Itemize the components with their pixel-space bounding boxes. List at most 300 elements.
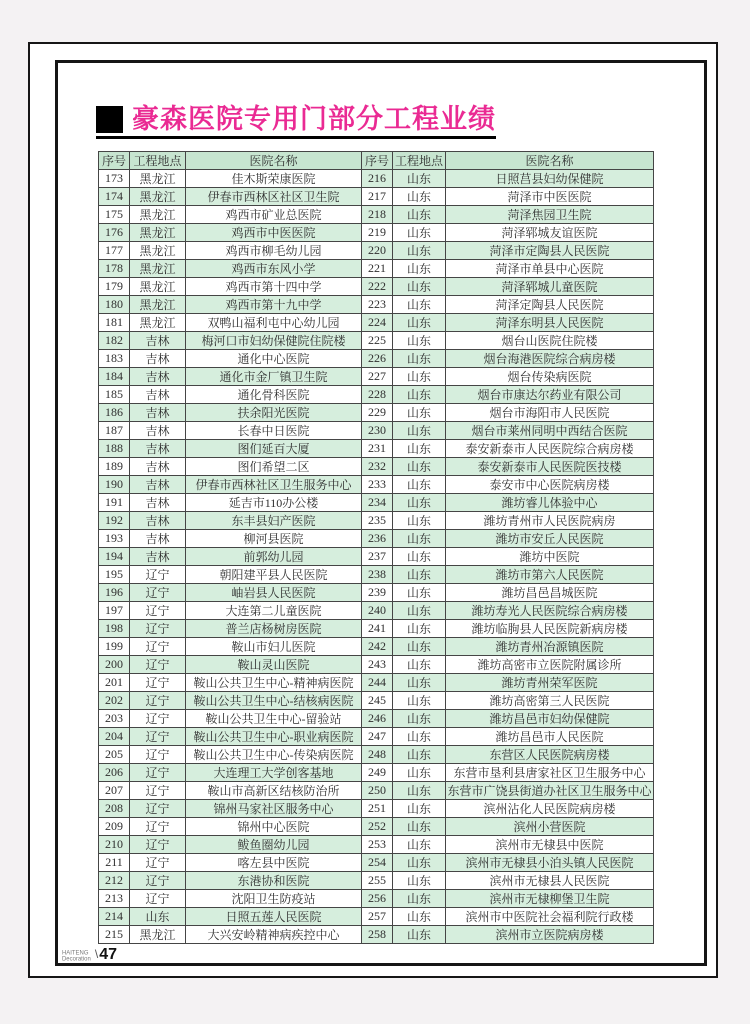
cell-location: 黑龙江 bbox=[130, 296, 186, 314]
cell-hospital: 滨州市无棣县人民医院 bbox=[446, 872, 654, 890]
cell-hospital: 潍坊睿儿体验中心 bbox=[446, 494, 654, 512]
table-row bbox=[99, 170, 654, 188]
brand-line1: HAITENG bbox=[62, 950, 89, 957]
cell-no: 218 bbox=[362, 206, 393, 224]
cell-hospital: 菏泽市定陶县人民医院 bbox=[446, 242, 654, 260]
cell-hospital: 菏泽郓城友谊医院 bbox=[446, 224, 654, 242]
cell-no: 186 bbox=[99, 404, 130, 422]
brand-line2: Decoration bbox=[62, 956, 91, 962]
cell-hospital: 东营市垦利县唐家社区卫生服务中心 bbox=[446, 764, 654, 782]
cell-hospital: 锦州中心医院 bbox=[186, 818, 362, 836]
cell-hospital: 长春中日医院 bbox=[186, 422, 362, 440]
cell-no: 254 bbox=[362, 854, 393, 872]
header-hospital-right: 医院名称 bbox=[446, 152, 654, 170]
cell-no: 175 bbox=[99, 206, 130, 224]
cell-location: 辽宁 bbox=[130, 782, 186, 800]
cell-no: 253 bbox=[362, 836, 393, 854]
cell-hospital: 滨州市立医院病房楼 bbox=[446, 926, 654, 944]
cell-location: 山东 bbox=[393, 422, 446, 440]
cell-no: 204 bbox=[99, 728, 130, 746]
table-row bbox=[99, 476, 654, 494]
cell-no: 221 bbox=[362, 260, 393, 278]
table-row bbox=[99, 512, 654, 530]
cell-location: 辽宁 bbox=[130, 836, 186, 854]
cell-location: 山东 bbox=[393, 314, 446, 332]
cell-location: 黑龙江 bbox=[130, 314, 186, 332]
cell-location: 山东 bbox=[393, 188, 446, 206]
cell-location: 山东 bbox=[393, 926, 446, 944]
title-block bbox=[96, 105, 496, 139]
table-row bbox=[99, 638, 654, 656]
table-row bbox=[99, 710, 654, 728]
cell-hospital: 锦州马家社区服务中心 bbox=[186, 800, 362, 818]
cell-no: 174 bbox=[99, 188, 130, 206]
table-row bbox=[99, 746, 654, 764]
cell-hospital: 泰安新泰市人民医院医技楼 bbox=[446, 458, 654, 476]
table-row bbox=[99, 224, 654, 242]
cell-no: 228 bbox=[362, 386, 393, 404]
cell-hospital: 东营区人民医院病房楼 bbox=[446, 746, 654, 764]
cell-hospital: 鞍山公共卫生中心-职业病医院 bbox=[186, 728, 362, 746]
table-row bbox=[99, 260, 654, 278]
cell-hospital: 鸡西市东风小学 bbox=[186, 260, 362, 278]
cell-location: 黑龙江 bbox=[130, 926, 186, 944]
cell-no: 257 bbox=[362, 908, 393, 926]
cell-location: 山东 bbox=[393, 584, 446, 602]
cell-location: 山东 bbox=[393, 854, 446, 872]
page-number: 47 bbox=[99, 946, 117, 963]
cell-location: 山东 bbox=[393, 458, 446, 476]
cell-no: 179 bbox=[99, 278, 130, 296]
title-bullet-square bbox=[96, 106, 123, 133]
cell-location: 山东 bbox=[393, 440, 446, 458]
cell-no: 249 bbox=[362, 764, 393, 782]
cell-location: 山东 bbox=[393, 728, 446, 746]
cell-no: 180 bbox=[99, 296, 130, 314]
table-row bbox=[99, 566, 654, 584]
cell-no: 219 bbox=[362, 224, 393, 242]
cell-hospital: 鸡西市中医医院 bbox=[186, 224, 362, 242]
cell-no: 173 bbox=[99, 170, 130, 188]
cell-location: 辽宁 bbox=[130, 746, 186, 764]
cell-no: 244 bbox=[362, 674, 393, 692]
cell-hospital: 滨州沾化人民医院病房楼 bbox=[446, 800, 654, 818]
cell-location: 山东 bbox=[393, 764, 446, 782]
cell-hospital: 岫岩县人民医院 bbox=[186, 584, 362, 602]
cell-hospital: 普兰店杨树房医院 bbox=[186, 620, 362, 638]
cell-location: 山东 bbox=[393, 800, 446, 818]
cell-no: 178 bbox=[99, 260, 130, 278]
table-row bbox=[99, 584, 654, 602]
cell-location: 山东 bbox=[393, 782, 446, 800]
cell-hospital: 潍坊昌邑市人民医院 bbox=[446, 728, 654, 746]
table-row bbox=[99, 422, 654, 440]
cell-hospital: 烟台传染病医院 bbox=[446, 368, 654, 386]
cell-no: 229 bbox=[362, 404, 393, 422]
cell-hospital: 东丰县妇产医院 bbox=[186, 512, 362, 530]
cell-location: 山东 bbox=[393, 818, 446, 836]
cell-location: 辽宁 bbox=[130, 800, 186, 818]
cell-hospital: 日照五莲人民医院 bbox=[186, 908, 362, 926]
table-row bbox=[99, 692, 654, 710]
cell-no: 232 bbox=[362, 458, 393, 476]
cell-no: 225 bbox=[362, 332, 393, 350]
cell-no: 231 bbox=[362, 440, 393, 458]
header-no-left: 序号 bbox=[99, 152, 130, 170]
cell-hospital: 鞍山灵山医院 bbox=[186, 656, 362, 674]
cell-location: 山东 bbox=[130, 908, 186, 926]
cell-hospital: 潍坊昌邑市妇幼保健院 bbox=[446, 710, 654, 728]
table-row bbox=[99, 800, 654, 818]
table-row bbox=[99, 206, 654, 224]
table-row bbox=[99, 296, 654, 314]
cell-hospital: 柳河县医院 bbox=[186, 530, 362, 548]
cell-hospital: 东港协和医院 bbox=[186, 872, 362, 890]
cell-no: 189 bbox=[99, 458, 130, 476]
cell-no: 187 bbox=[99, 422, 130, 440]
cell-hospital: 大连理工大学创客基地 bbox=[186, 764, 362, 782]
cell-location: 山东 bbox=[393, 296, 446, 314]
cell-no: 215 bbox=[99, 926, 130, 944]
cell-hospital: 泰安新泰市人民医院综合病房楼 bbox=[446, 440, 654, 458]
table-row bbox=[99, 836, 654, 854]
cell-no: 198 bbox=[99, 620, 130, 638]
cell-hospital: 喀左县中医院 bbox=[186, 854, 362, 872]
cell-location: 吉林 bbox=[130, 548, 186, 566]
cell-location: 山东 bbox=[393, 170, 446, 188]
cell-location: 辽宁 bbox=[130, 728, 186, 746]
table-row bbox=[99, 386, 654, 404]
cell-hospital: 潍坊市第六人民医院 bbox=[446, 566, 654, 584]
cell-hospital: 潍坊寿光人民医院综合病房楼 bbox=[446, 602, 654, 620]
page-title: 豪森医院专用门部分工程业绩 bbox=[132, 104, 496, 134]
cell-location: 山东 bbox=[393, 332, 446, 350]
table-row bbox=[99, 926, 654, 944]
cell-hospital: 烟台市海阳市人民医院 bbox=[446, 404, 654, 422]
cell-no: 182 bbox=[99, 332, 130, 350]
table-row bbox=[99, 620, 654, 638]
cell-hospital: 图们希望二区 bbox=[186, 458, 362, 476]
cell-hospital: 潍坊昌邑昌城医院 bbox=[446, 584, 654, 602]
cell-no: 222 bbox=[362, 278, 393, 296]
cell-hospital: 鲅鱼圈幼儿园 bbox=[186, 836, 362, 854]
table-row bbox=[99, 458, 654, 476]
cell-no: 192 bbox=[99, 512, 130, 530]
cell-hospital: 潍坊市安丘人民医院 bbox=[446, 530, 654, 548]
cell-location: 山东 bbox=[393, 908, 446, 926]
table-row bbox=[99, 278, 654, 296]
cell-no: 230 bbox=[362, 422, 393, 440]
cell-location: 吉林 bbox=[130, 404, 186, 422]
cell-hospital: 菏泽定陶县人民医院 bbox=[446, 296, 654, 314]
cell-no: 208 bbox=[99, 800, 130, 818]
table-row bbox=[99, 368, 654, 386]
cell-no: 235 bbox=[362, 512, 393, 530]
cell-hospital: 伊春市西林区社区卫生院 bbox=[186, 188, 362, 206]
cell-no: 236 bbox=[362, 530, 393, 548]
cell-location: 山东 bbox=[393, 242, 446, 260]
cell-location: 吉林 bbox=[130, 476, 186, 494]
cell-location: 黑龙江 bbox=[130, 170, 186, 188]
cell-no: 241 bbox=[362, 620, 393, 638]
cell-location: 山东 bbox=[393, 476, 446, 494]
cell-hospital: 通化市金厂镇卫生院 bbox=[186, 368, 362, 386]
cell-location: 黑龙江 bbox=[130, 224, 186, 242]
cell-no: 203 bbox=[99, 710, 130, 728]
cell-hospital: 滨州市中医院社会福利院行政楼 bbox=[446, 908, 654, 926]
cell-hospital: 延吉市110办公楼 bbox=[186, 494, 362, 512]
cell-location: 山东 bbox=[393, 404, 446, 422]
cell-location: 辽宁 bbox=[130, 764, 186, 782]
cell-hospital: 前郭幼儿园 bbox=[186, 548, 362, 566]
cell-hospital: 潍坊高密市立医院附属诊所 bbox=[446, 656, 654, 674]
cell-hospital: 鸡西市第十九中学 bbox=[186, 296, 362, 314]
cell-no: 233 bbox=[362, 476, 393, 494]
cell-location: 吉林 bbox=[130, 530, 186, 548]
cell-location: 山东 bbox=[393, 674, 446, 692]
cell-hospital: 潍坊青州冶源镇医院 bbox=[446, 638, 654, 656]
table-row bbox=[99, 350, 654, 368]
table-row bbox=[99, 332, 654, 350]
cell-location: 山东 bbox=[393, 206, 446, 224]
cell-no: 217 bbox=[362, 188, 393, 206]
cell-no: 202 bbox=[99, 692, 130, 710]
cell-location: 辽宁 bbox=[130, 656, 186, 674]
cell-hospital: 鞍山公共卫生中心-留验站 bbox=[186, 710, 362, 728]
cell-location: 吉林 bbox=[130, 512, 186, 530]
cell-location: 山东 bbox=[393, 566, 446, 584]
cell-no: 194 bbox=[99, 548, 130, 566]
cell-hospital: 菏泽东明县人民医院 bbox=[446, 314, 654, 332]
cell-no: 238 bbox=[362, 566, 393, 584]
cell-no: 199 bbox=[99, 638, 130, 656]
cell-no: 243 bbox=[362, 656, 393, 674]
cell-no: 205 bbox=[99, 746, 130, 764]
cell-no: 246 bbox=[362, 710, 393, 728]
cell-no: 220 bbox=[362, 242, 393, 260]
header-hospital-left: 医院名称 bbox=[186, 152, 362, 170]
cell-location: 山东 bbox=[393, 350, 446, 368]
cell-hospital: 鞍山市妇儿医院 bbox=[186, 638, 362, 656]
cell-hospital: 滨州市无棣县中医院 bbox=[446, 836, 654, 854]
cell-location: 山东 bbox=[393, 494, 446, 512]
cell-no: 224 bbox=[362, 314, 393, 332]
cell-location: 山东 bbox=[393, 638, 446, 656]
cell-no: 176 bbox=[99, 224, 130, 242]
cell-no: 191 bbox=[99, 494, 130, 512]
cell-location: 山东 bbox=[393, 278, 446, 296]
cell-hospital: 图们延百大厦 bbox=[186, 440, 362, 458]
cell-no: 245 bbox=[362, 692, 393, 710]
cell-location: 山东 bbox=[393, 386, 446, 404]
table-row bbox=[99, 728, 654, 746]
cell-hospital: 大连第二儿童医院 bbox=[186, 602, 362, 620]
table-row bbox=[99, 854, 654, 872]
table-row bbox=[99, 530, 654, 548]
cell-no: 200 bbox=[99, 656, 130, 674]
cell-hospital: 通化中心医院 bbox=[186, 350, 362, 368]
cell-location: 吉林 bbox=[130, 422, 186, 440]
cell-hospital: 沈阳卫生防疫站 bbox=[186, 890, 362, 908]
cell-hospital: 潍坊高密第三人民医院 bbox=[446, 692, 654, 710]
cell-hospital: 鸡西市柳毛幼儿园 bbox=[186, 242, 362, 260]
cell-no: 247 bbox=[362, 728, 393, 746]
cell-hospital: 菏泽市中医医院 bbox=[446, 188, 654, 206]
cell-location: 山东 bbox=[393, 548, 446, 566]
cell-no: 193 bbox=[99, 530, 130, 548]
cell-location: 辽宁 bbox=[130, 854, 186, 872]
cell-location: 黑龙江 bbox=[130, 278, 186, 296]
cell-hospital: 鞍山公共卫生中心-精神病医院 bbox=[186, 674, 362, 692]
table-row bbox=[99, 188, 654, 206]
table-row bbox=[99, 242, 654, 260]
cell-location: 辽宁 bbox=[130, 710, 186, 728]
cell-location: 山东 bbox=[393, 692, 446, 710]
table-row bbox=[99, 656, 654, 674]
cell-no: 181 bbox=[99, 314, 130, 332]
cell-location: 山东 bbox=[393, 836, 446, 854]
page-outer-frame bbox=[28, 42, 718, 978]
cell-location: 山东 bbox=[393, 620, 446, 638]
cell-no: 237 bbox=[362, 548, 393, 566]
header-location-left: 工程地点 bbox=[130, 152, 186, 170]
cell-location: 山东 bbox=[393, 224, 446, 242]
cell-location: 山东 bbox=[393, 530, 446, 548]
cell-hospital: 东营市广饶县街道办社区卫生服务中心 bbox=[446, 782, 654, 800]
cell-hospital: 滨州市无棣柳堡卫生院 bbox=[446, 890, 654, 908]
cell-hospital: 菏泽郓城儿童医院 bbox=[446, 278, 654, 296]
table-row bbox=[99, 440, 654, 458]
cell-location: 吉林 bbox=[130, 368, 186, 386]
brand-label bbox=[62, 950, 91, 962]
cell-no: 207 bbox=[99, 782, 130, 800]
cell-hospital: 烟台海港医院综合病房楼 bbox=[446, 350, 654, 368]
table-row bbox=[99, 494, 654, 512]
cell-no: 211 bbox=[99, 854, 130, 872]
cell-location: 辽宁 bbox=[130, 602, 186, 620]
table-row bbox=[99, 602, 654, 620]
cell-no: 240 bbox=[362, 602, 393, 620]
cell-no: 195 bbox=[99, 566, 130, 584]
cell-hospital: 烟台市莱州同明中西结合医院 bbox=[446, 422, 654, 440]
cell-hospital: 扶余阳光医院 bbox=[186, 404, 362, 422]
cell-location: 辽宁 bbox=[130, 872, 186, 890]
cell-location: 辽宁 bbox=[130, 620, 186, 638]
projects-table bbox=[98, 151, 654, 944]
table-row bbox=[99, 890, 654, 908]
cell-hospital: 大兴安岭精神病疾控中心 bbox=[186, 926, 362, 944]
cell-hospital: 鞍山公共卫生中心-结核病医院 bbox=[186, 692, 362, 710]
cell-no: 177 bbox=[99, 242, 130, 260]
cell-location: 辽宁 bbox=[130, 674, 186, 692]
cell-location: 吉林 bbox=[130, 458, 186, 476]
cell-location: 吉林 bbox=[130, 494, 186, 512]
cell-no: 184 bbox=[99, 368, 130, 386]
cell-hospital: 潍坊青州市人民医院病房 bbox=[446, 512, 654, 530]
cell-location: 山东 bbox=[393, 890, 446, 908]
cell-hospital: 滨州小营医院 bbox=[446, 818, 654, 836]
cell-no: 252 bbox=[362, 818, 393, 836]
cell-location: 辽宁 bbox=[130, 818, 186, 836]
cell-hospital: 通化骨科医院 bbox=[186, 386, 362, 404]
cell-location: 辽宁 bbox=[130, 566, 186, 584]
cell-no: 210 bbox=[99, 836, 130, 854]
cell-hospital: 潍坊青州荣军医院 bbox=[446, 674, 654, 692]
cell-location: 辽宁 bbox=[130, 890, 186, 908]
cell-no: 196 bbox=[99, 584, 130, 602]
cell-no: 242 bbox=[362, 638, 393, 656]
cell-location: 吉林 bbox=[130, 386, 186, 404]
cell-hospital: 伊春市西林社区卫生服务中心 bbox=[186, 476, 362, 494]
cell-no: 239 bbox=[362, 584, 393, 602]
cell-no: 201 bbox=[99, 674, 130, 692]
cell-hospital: 双鸭山福利屯中心幼儿园 bbox=[186, 314, 362, 332]
cell-location: 吉林 bbox=[130, 350, 186, 368]
cell-no: 209 bbox=[99, 818, 130, 836]
cell-no: 212 bbox=[99, 872, 130, 890]
table-row bbox=[99, 872, 654, 890]
cell-location: 辽宁 bbox=[130, 692, 186, 710]
cell-no: 183 bbox=[99, 350, 130, 368]
cell-location: 山东 bbox=[393, 710, 446, 728]
cell-location: 山东 bbox=[393, 368, 446, 386]
cell-location: 吉林 bbox=[130, 332, 186, 350]
cell-no: 255 bbox=[362, 872, 393, 890]
cell-hospital: 鞍山公共卫生中心-传染病医院 bbox=[186, 746, 362, 764]
cell-no: 234 bbox=[362, 494, 393, 512]
cell-location: 山东 bbox=[393, 260, 446, 278]
table-row bbox=[99, 764, 654, 782]
cell-hospital: 潍坊中医院 bbox=[446, 548, 654, 566]
page-inner-frame bbox=[55, 60, 707, 966]
table-row bbox=[99, 674, 654, 692]
cell-location: 吉林 bbox=[130, 440, 186, 458]
header-no-right: 序号 bbox=[362, 152, 393, 170]
cell-location: 山东 bbox=[393, 512, 446, 530]
cell-no: 248 bbox=[362, 746, 393, 764]
cell-hospital: 佳木斯荣康医院 bbox=[186, 170, 362, 188]
table-row bbox=[99, 314, 654, 332]
cell-no: 258 bbox=[362, 926, 393, 944]
cell-location: 山东 bbox=[393, 602, 446, 620]
cell-hospital: 烟台市康达尔药业有限公司 bbox=[446, 386, 654, 404]
cell-hospital: 菏泽焦园卫生院 bbox=[446, 206, 654, 224]
cell-location: 辽宁 bbox=[130, 584, 186, 602]
cell-location: 山东 bbox=[393, 746, 446, 764]
table-row bbox=[99, 818, 654, 836]
cell-no: 190 bbox=[99, 476, 130, 494]
cell-location: 黑龙江 bbox=[130, 188, 186, 206]
cell-no: 223 bbox=[362, 296, 393, 314]
table-header-row bbox=[99, 152, 654, 170]
cell-location: 辽宁 bbox=[130, 638, 186, 656]
cell-location: 黑龙江 bbox=[130, 242, 186, 260]
cell-hospital: 朝阳建平县人民医院 bbox=[186, 566, 362, 584]
cell-hospital: 鸡西市矿业总医院 bbox=[186, 206, 362, 224]
cell-hospital: 潍坊临朐县人民医院新病房楼 bbox=[446, 620, 654, 638]
table-row bbox=[99, 908, 654, 926]
cell-no: 216 bbox=[362, 170, 393, 188]
cell-hospital: 滨州市无棣县小泊头镇人民医院 bbox=[446, 854, 654, 872]
cell-location: 山东 bbox=[393, 656, 446, 674]
cell-no: 213 bbox=[99, 890, 130, 908]
cell-location: 山东 bbox=[393, 872, 446, 890]
header-location-right: 工程地点 bbox=[393, 152, 446, 170]
cell-hospital: 鸡西市第十四中学 bbox=[186, 278, 362, 296]
cell-no: 227 bbox=[362, 368, 393, 386]
cell-no: 188 bbox=[99, 440, 130, 458]
brand-slash: \ bbox=[94, 947, 99, 961]
